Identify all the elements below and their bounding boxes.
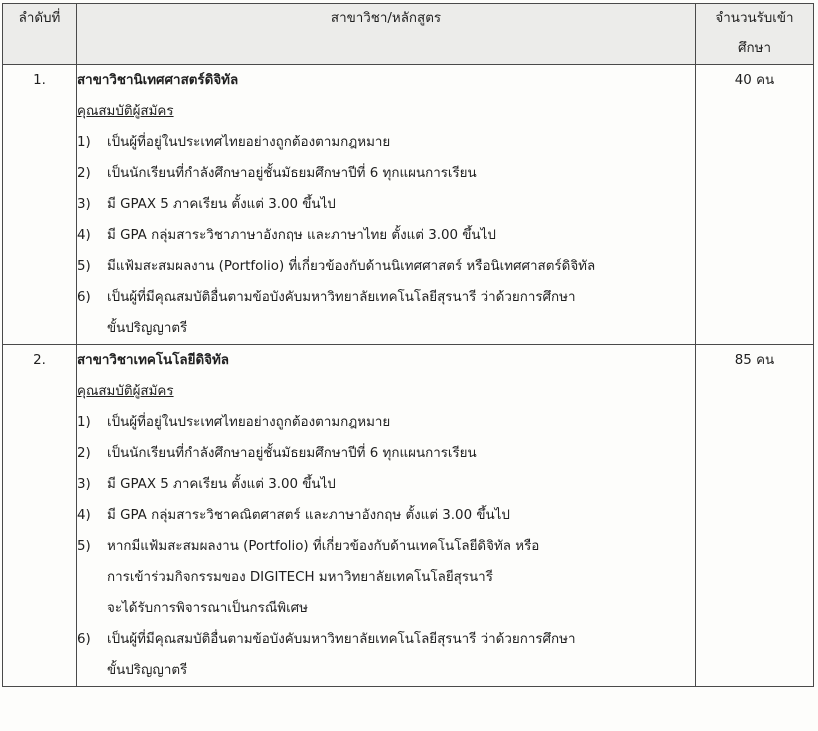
qualification-text — [107, 407, 695, 438]
header-order-label: ลำดับที่ — [18, 11, 61, 26]
qualification-line: จะได้รับการพิจารณาเป็นกรณีพิเศษ — [107, 601, 308, 616]
qualification-line: เป็นผู้ที่อยู่ในประเทศไทยอย่างถูกต้องตามกฎหมาย — [107, 415, 391, 430]
table-header-row — [3, 4, 814, 65]
row-quota-cell: 40 คน — [696, 65, 814, 345]
qualification-text — [107, 189, 695, 220]
qualification-text — [107, 469, 695, 500]
qualification-line: หากมีแฟ้มสะสมผลงาน (Portfolio) ที่เกี่ยวข้องกับด้านเทคโนโลยีดิจิทัล หรือ — [107, 539, 540, 554]
qualification-item — [77, 469, 695, 500]
qualification-text — [107, 127, 695, 158]
qualification-text — [107, 220, 695, 251]
qualification-number: 3) — [77, 477, 91, 492]
qualification-number: 2) — [77, 166, 91, 181]
program-name: สาขาวิชาเทคโนโลยีดิจิทัล — [77, 353, 230, 368]
qualification-line: มี GPAX 5 ภาคเรียน ตั้งแต่ 3.00 ขึ้นไป — [107, 477, 336, 492]
row-quota-cell: 85 คน — [696, 345, 814, 687]
qualification-item — [77, 158, 695, 189]
qualification-line: เป็นนักเรียนที่กำลังศึกษาอยู่ชั้นมัธยมศึกษาปีที่ 6 ทุกแผนการเรียน — [107, 446, 477, 461]
qualification-line: มี GPA กลุ่มสาระวิชาคณิตศาสตร์ และภาษาอังกฤษ ตั้งแต่ 3.00 ขึ้นไป — [107, 508, 510, 523]
qualification-line: เป็นผู้ที่อยู่ในประเทศไทยอย่างถูกต้องตามกฎหมาย — [107, 135, 391, 150]
qualification-line: มี GPAX 5 ภาคเรียน ตั้งแต่ 3.00 ขึ้นไป — [107, 197, 336, 212]
qualification-list — [77, 407, 695, 686]
qualification-line: เป็นผู้ที่มีคุณสมบัติอื่นตามข้อบังคับมหาวิทยาลัยเทคโนโลยีสุรนารี ว่าด้วยการศึกษา — [107, 632, 576, 647]
header-program — [77, 4, 696, 65]
qualification-item — [77, 189, 695, 220]
qualification-text — [107, 158, 695, 189]
header-order — [3, 4, 77, 65]
qualification-line: การเข้าร่วมกิจกรรมของ DIGITECH มหาวิทยาลัยเทคโนโลยีสุรนารี — [107, 570, 493, 585]
qualification-text — [107, 251, 695, 282]
qualification-text — [107, 624, 695, 686]
qualification-item — [77, 251, 695, 282]
qualification-text — [107, 500, 695, 531]
qualification-line: มี GPA กลุ่มสาระวิชาภาษาอังกฤษ และภาษาไทย ตั้งแต่ 3.00 ขึ้นไป — [107, 228, 496, 243]
row-program-cell — [77, 345, 696, 687]
header-quota-line-2: ศึกษา — [738, 41, 771, 56]
qualification-item — [77, 500, 695, 531]
header-program-label: สาขาวิชา/หลักสูตร — [330, 11, 442, 26]
table-row — [3, 345, 814, 687]
qualification-number: 6) — [77, 290, 91, 305]
qualification-text — [107, 438, 695, 469]
qualification-number: 4) — [77, 228, 91, 243]
program-name: สาขาวิชานิเทศศาสตร์ดิจิทัล — [77, 73, 239, 88]
qualification-number: 6) — [77, 632, 91, 647]
table-row — [3, 65, 814, 345]
qualification-item — [77, 220, 695, 251]
qualification-text — [107, 282, 695, 344]
qualification-item — [77, 407, 695, 438]
qualification-heading: คุณสมบัติผู้สมัคร — [77, 104, 174, 119]
row-order-cell: 1. — [3, 65, 77, 345]
qualification-list — [77, 127, 695, 344]
qualification-number: 2) — [77, 446, 91, 461]
qualification-item — [77, 438, 695, 469]
row-order-cell: 2. — [3, 345, 77, 687]
qualification-number: 3) — [77, 197, 91, 212]
qualification-line: เป็นนักเรียนที่กำลังศึกษาอยู่ชั้นมัธยมศึกษาปีที่ 6 ทุกแผนการเรียน — [107, 166, 477, 181]
qualification-number: 1) — [77, 415, 91, 430]
qualification-number: 5) — [77, 259, 91, 274]
qualification-item — [77, 531, 695, 624]
qualification-number: 5) — [77, 539, 91, 554]
header-quota-line-1: จำนวนรับเข้า — [715, 11, 794, 26]
row-program-cell — [77, 65, 696, 345]
qualification-item — [77, 127, 695, 158]
qualification-text — [107, 531, 695, 624]
qualification-number: 4) — [77, 508, 91, 523]
qualification-number: 1) — [77, 135, 91, 150]
qualification-heading: คุณสมบัติผู้สมัคร — [77, 384, 174, 399]
qualification-line: เป็นผู้ที่มีคุณสมบัติอื่นตามข้อบังคับมหาวิทยาลัยเทคโนโลยีสุรนารี ว่าด้วยการศึกษา — [107, 290, 576, 305]
admission-table — [2, 3, 814, 687]
qualification-line: มีแฟ้มสะสมผลงาน (Portfolio) ที่เกี่ยวข้องกับด้านนิเทศศาสตร์ หรือนิเทศศาสตร์ดิจิทัล — [107, 259, 596, 274]
qualification-item — [77, 624, 695, 686]
qualification-item — [77, 282, 695, 344]
qualification-line: ขั้นปริญญาตรี — [107, 321, 188, 336]
header-quota — [696, 4, 814, 65]
qualification-line: ขั้นปริญญาตรี — [107, 663, 188, 678]
